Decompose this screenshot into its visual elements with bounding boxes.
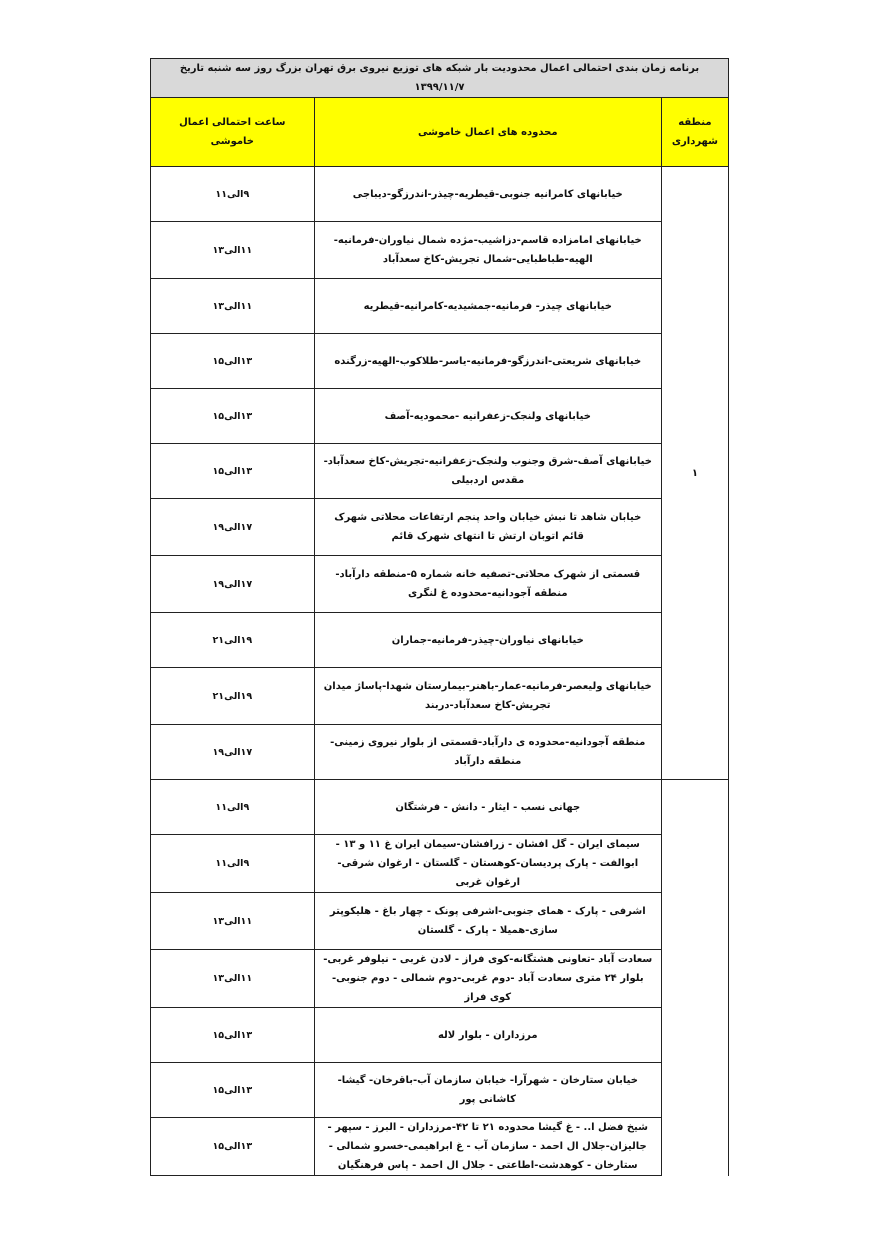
time-cell: ۱۱الی۱۳ xyxy=(151,950,315,1008)
time-cell: ۱۱الی۱۳ xyxy=(151,279,315,334)
time-cell: ۱۱الی۱۳ xyxy=(151,222,315,279)
table-row xyxy=(151,444,729,499)
area-cell: خیابانهای کامرانیه جنوبی-قیطریه-چیذر-اندرزگو-دیباجی xyxy=(314,167,661,222)
outage-schedule-table xyxy=(150,58,729,1176)
area-cell: خیابانهای ولیعصر-فرمانیه-عمار-باهنر-بیمارستان شهدا-پاساژ میدان تجریش-کاخ سعدآباد-دربند xyxy=(314,668,661,725)
table-row xyxy=(151,1118,729,1176)
area-cell: خیابانهای شریعتی-اندرزگو-فرمانیه-یاسر-طلاکوب-الهیه-زرگنده xyxy=(314,334,661,389)
table-row xyxy=(151,725,729,780)
table-row xyxy=(151,334,729,389)
table-row xyxy=(151,167,729,222)
area-cell: خیابانهای نیاوران-چیذر-فرمانیه-جماران xyxy=(314,613,661,668)
time-cell: ۱۷الی۱۹ xyxy=(151,556,315,613)
table-row xyxy=(151,499,729,556)
area-cell: خیابانهای آصف-شرق وجنوب ولنجک-زعفرانیه-تجریش-کاخ سعدآباد-مقدس اردبیلی xyxy=(314,444,661,499)
header-time: ساعت احتمالی اعمال خاموشی xyxy=(151,98,315,167)
time-cell: ۱۷الی۱۹ xyxy=(151,499,315,556)
time-cell: ۹الی۱۱ xyxy=(151,167,315,222)
table-row xyxy=(151,780,729,835)
table-row xyxy=(151,835,729,893)
table-row xyxy=(151,950,729,1008)
header-region: منطقه شهرداری xyxy=(661,98,728,167)
area-cell: خیابانهای امامزاده قاسم-دزاشیب-مژده شمال نیاوران-فرمانیه-الهیه-طباطبایی-شمال تجریش-کاخ سعدآباد xyxy=(314,222,661,279)
area-cell: اشرفی - پارک - همای جنوبی-اشرفی پونک - چهار باغ - هلیکوپتر سازی-همیلا - پارک - گلستان xyxy=(314,893,661,950)
area-cell: شیخ فضل ا.. - غ گیشا محدوده ۲۱ تا ۴۲-مرزداران - البرز - سپهر - جالیزان-جلال ال احمد - سازمان آب - غ ابراهیمی-خسرو شمالی - ستارخان - کوهدشت-اطاعتی - جلال ال احمد - پاس فرهنگیان xyxy=(314,1118,661,1176)
title-row xyxy=(151,59,729,98)
time-cell: ۱۱الی۱۳ xyxy=(151,893,315,950)
area-cell: سعادت آباد -تعاونی هشتگانه-کوی فراز - لادن غربی - نیلوفر غربی-بلوار ۲۴ متری سعادت آباد -دوم غربی-دوم شمالی - دوم جنوبی- کوی فراز xyxy=(314,950,661,1008)
area-cell: مرزداران - بلوار لاله xyxy=(314,1008,661,1063)
time-cell: ۱۳الی۱۵ xyxy=(151,1008,315,1063)
table-row xyxy=(151,668,729,725)
time-cell: ۱۳الی۱۵ xyxy=(151,1118,315,1176)
area-cell: جهانی نسب - ایثار - دانش - فرشتگان xyxy=(314,780,661,835)
header-area: محدوده های اعمال خاموشی xyxy=(314,98,661,167)
time-cell: ۱۳الی۱۵ xyxy=(151,389,315,444)
area-cell: خیابانهای چیذر- فرمانیه-جمشیدیه-کامرانیه-قیطریه xyxy=(314,279,661,334)
time-cell: ۱۳الی۱۵ xyxy=(151,334,315,389)
header-row xyxy=(151,98,729,167)
region-cell: ۱ xyxy=(661,167,728,780)
time-cell: ۱۹الی۲۱ xyxy=(151,613,315,668)
table-row xyxy=(151,893,729,950)
table-row xyxy=(151,556,729,613)
area-cell: خیابان ستارخان - شهرآرا- خیابان سازمان آب-باقرخان- گیشا- کاشانی پور xyxy=(314,1063,661,1118)
time-cell: ۱۷الی۱۹ xyxy=(151,725,315,780)
area-cell: خیابانهای ولنجک-زعفرانیه -محمودیه-آصف xyxy=(314,389,661,444)
time-cell: ۱۹الی۲۱ xyxy=(151,668,315,725)
area-cell: قسمتی از شهرک محلاتی-تصفیه خانه شماره ۵-منطقه دارآباد-منطقه آجودانیه-محدوده غ لنگری xyxy=(314,556,661,613)
table-row xyxy=(151,1008,729,1063)
outage-schedule-sheet xyxy=(150,58,729,1176)
time-cell: ۹الی۱۱ xyxy=(151,780,315,835)
table-row xyxy=(151,1063,729,1118)
area-cell: خیابان شاهد تا نبش خیابان واحد پنجم ارتفاعات محلاتی شهرک قائم اتوبان ارتش تا انتهای شهرک قائم xyxy=(314,499,661,556)
area-cell: منطقه آجودانیه-محدوده ی دارآباد-قسمتی از بلوار نیروی زمینی-منطقه دارآباد xyxy=(314,725,661,780)
table-row xyxy=(151,279,729,334)
table-row xyxy=(151,613,729,668)
area-cell: سیمای ایران - گل افشان - زرافشان-سیمان ایران غ ۱۱ و ۱۳ - ابوالفت - پارک پردیسان-کوهستان - گلستان - ارغوان شرقی-ارغوان غربی xyxy=(314,835,661,893)
table-row xyxy=(151,389,729,444)
table-row xyxy=(151,222,729,279)
time-cell: ۹الی۱۱ xyxy=(151,835,315,893)
region-cell xyxy=(661,780,728,1176)
time-cell: ۱۳الی۱۵ xyxy=(151,1063,315,1118)
document-title: برنامه زمان بندی احتمالی اعمال محدودیت بار شبکه های توزیع نیروی برق تهران بزرگ روز سه شنبه تاریخ ۱۳۹۹/۱۱/۷ xyxy=(151,59,729,98)
time-cell: ۱۳الی۱۵ xyxy=(151,444,315,499)
